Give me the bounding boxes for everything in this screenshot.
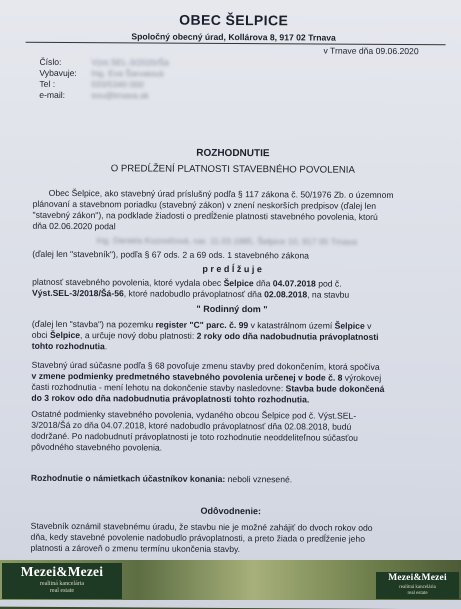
verb-extends: p r e d ĺ ž u j e: [202, 263, 262, 275]
watermark-logo-left: [2, 563, 122, 599]
reasoning-heading: Odôvodnenie:: [200, 505, 262, 517]
text-line: "stavebný zákon"), na podklade žiadosti o predĺženie platnosti stavebného povolenia, ktorú: [32, 209, 378, 222]
text-line: do 3 rokov odo dňa nadobudnutia právoplatnosti tohto rozhodnutia.: [31, 392, 310, 405]
field-label: Tel :: [39, 78, 56, 89]
text-line: Stavebný úrad súčasne podľa § 68 povoľuje zmenu stavby pred dokončením, ktorá spočíva: [31, 359, 380, 372]
text-line: Stavebník oznámil stavebnému úradu, že stavbu nie je možné zahájiť do dvoch rokov odo: [30, 520, 373, 533]
text-line: 3/2018/Šá zo dňa 04.07.2018, ktoré nadobudlo právoplatnosť dňa 02.08.2018, budú: [31, 419, 352, 432]
field-label: Číslo:: [39, 56, 62, 67]
field-label: Vybavuje:: [39, 67, 77, 79]
decision-heading: ROZHODNUTIE: [196, 147, 270, 160]
watermark-name: Mezei&Mezei: [20, 564, 104, 579]
text-line: v zmene podmienky predmetného stavebného povolenia určenej v bode č. 8 výrokovej: [31, 370, 382, 383]
text-line: plánovaní a stavebnom poriadku (stavebný zákon) v znení neskorších predpisov (ďalej len: [32, 198, 377, 211]
applicant-line: Ing. Daniela Kozovičová, nar. 11.03.1985, Šelpice 10, 917 05 Trnava: [96, 235, 358, 247]
text-line: (ďalej len "stavba") na pozemku register "C" parc. č. 99 v katastrálnom území Šelpice v: [31, 318, 372, 331]
watermark-sub: realitná kancelária: [39, 581, 85, 587]
applicant-note: (ďalej len "stavebník"), podľa § 67 ods. 2 a 69 ods. 1 stavebného zákona: [32, 248, 309, 261]
field-label: e-mail:: [39, 89, 66, 100]
date-line: v Trnave dňa 09.06.2020: [323, 45, 419, 57]
text-line: dňa, kedy stavebné povolenie nadobudlo právoplatnosti, a preto žiada o predĺženie jeho: [30, 531, 366, 544]
watermark-sub: real estate: [407, 591, 428, 596]
office-address: Spoločný obecný úrad, Kollárova 8, 917 02 Trnava: [131, 31, 336, 43]
field-value: 033/5340 000: [91, 79, 144, 90]
text-line: dňa 02.06.2020 podal: [32, 220, 116, 232]
text-line: obci Šelpice, a určuje nový dobu platnosti: 2 roky odo dňa nadobudnutia právoplatnosti: [31, 329, 379, 342]
building-name: " Rodinný dom ": [196, 303, 268, 315]
text-line: tohto rozhodnutia.: [31, 340, 108, 352]
text-line: dodržané. Po nadobudnutí právoplatnosti je toto rozhodnutie neoddeliteľnou súčasťou: [31, 430, 359, 443]
text-line: časti rozhodnutia - mení lehotu na dokončenie stavby nasledovne: Stavba bude dokončená: [31, 381, 385, 394]
text-line: pôvodného stavebného povolenia.: [31, 441, 163, 453]
field-value: Výst.SEL-3/2020/Šá: [91, 57, 169, 68]
watermark-logo-right: [376, 572, 459, 599]
field-value: Ing. Eva Šarvaiová: [91, 68, 164, 79]
decision-subheading: O PREDĹŽENÍ PLATNOSTI STAVEBNÉHO POVOLENIA: [110, 163, 355, 176]
municipality-title: OBEC ŠELPICE: [179, 11, 289, 29]
text-line: Ostatné podmienky stavebného povolenia, vydaného obcou Šelpice pod č. Výst.SEL-: [31, 408, 357, 421]
field-value: sou@trnava.sk: [91, 90, 149, 101]
text-line: Obec Šelpice, ako stavebný úrad príslušný podľa § 117 zákona č. 50/1976 Zb. o územnom: [48, 187, 394, 200]
objections-line: Rozhodnutie o námietkach účastníkov konania: neboli vznesené.: [30, 472, 293, 485]
text-line: platnosti a zároveň o zmenu termínu ukončenia stavby.: [30, 542, 241, 555]
watermark-sub: real estate: [49, 588, 75, 594]
text-line: platnosť stavebného povolenia, ktoré vydala obec Šelpice dňa 04.07.2018 pod č.: [32, 276, 342, 289]
watermark-sub: realitná kancelária: [399, 585, 436, 590]
text-line: Výst.SEL-3/2018/Šá-56, ktoré nadobudlo právoplatnosť dňa 02.08.2018, na stavbu: [32, 287, 350, 300]
watermark-name: Mezei&Mezei: [388, 573, 447, 583]
